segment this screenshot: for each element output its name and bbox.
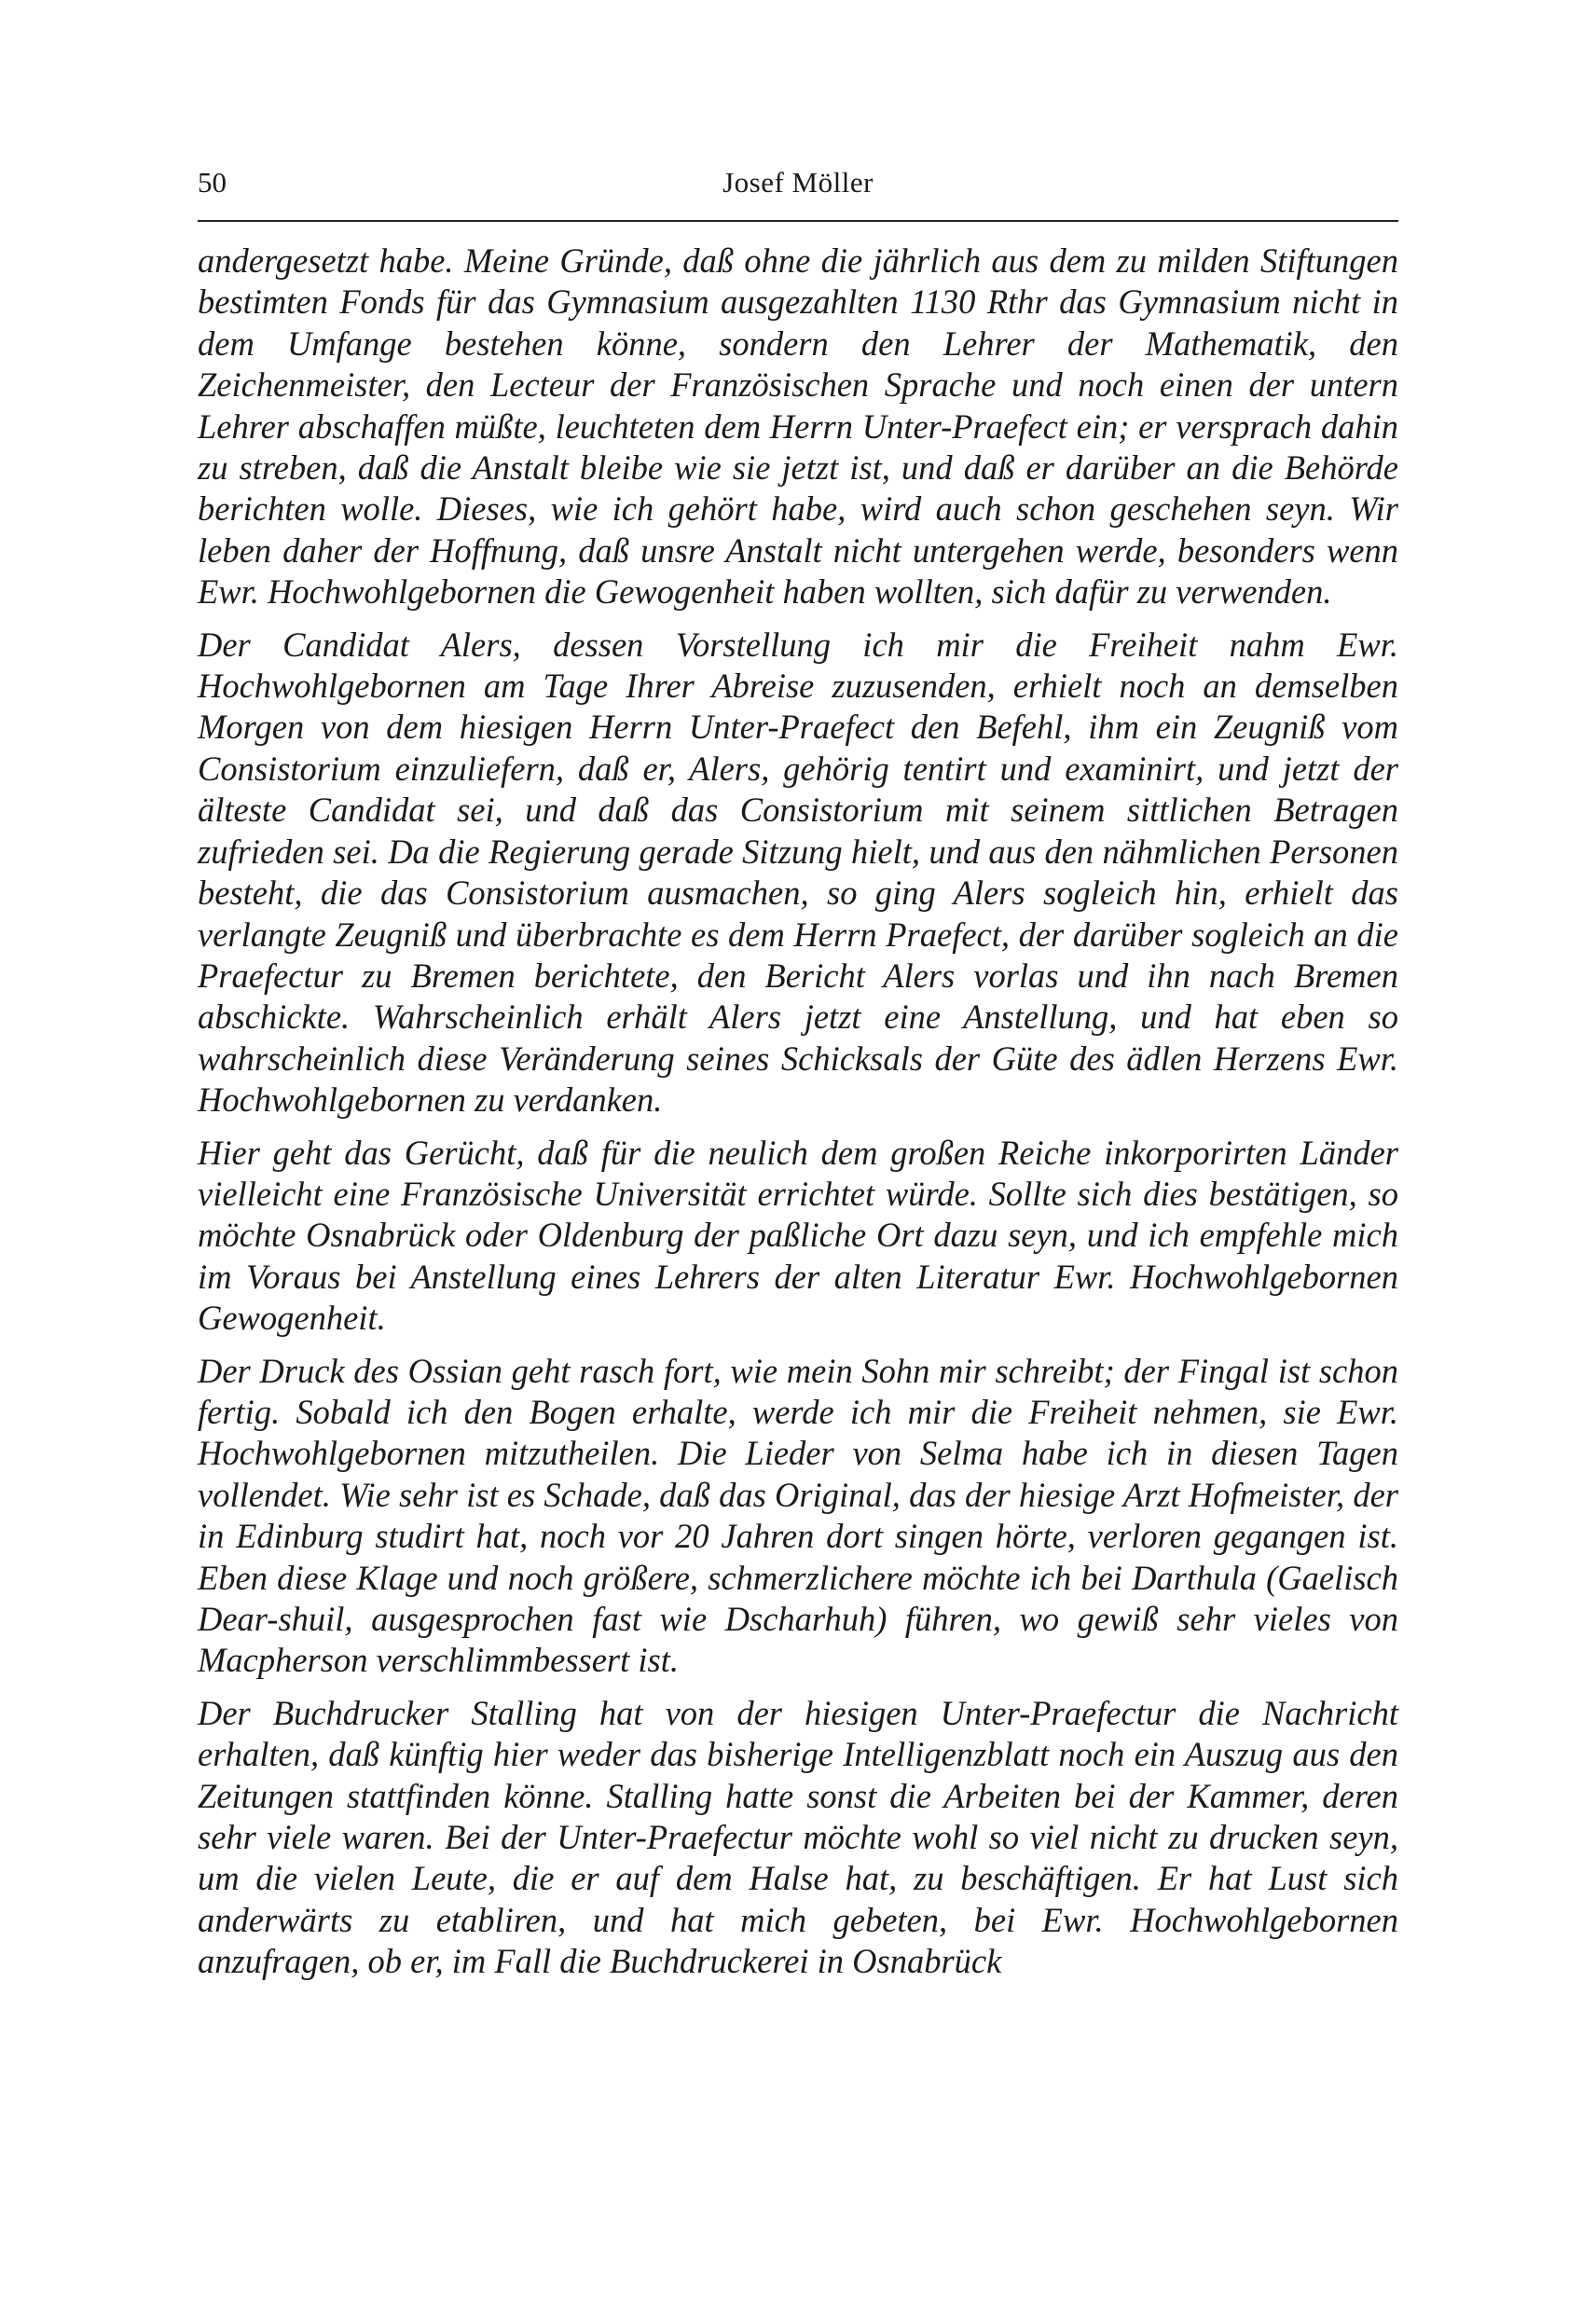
letter-body: [198, 241, 1398, 1994]
page-number: 50: [198, 166, 227, 199]
running-head: [198, 166, 1398, 207]
paragraph: Der Druck des Ossian geht rasch fort, wie mein Sohn mir schreibt; der Fingal ist schon fertig. Sobald ich den Bogen erhalte, werde ich mir die Freiheit nehmen, sie Ewr. Hochwohlgebornen mitzutheilen. Die Lieder von Selma habe ich in diesen Tagen vollendet. Wie sehr ist es Schade, daß das Original, das der hiesige Arzt Hofmeister, der in Edinburg studirt hat, noch vor 20 Jahren dort singen hörte, verloren gegangen ist. Eben diese Klage und noch größere, schmerzlichere möchte ich bei Darthula (Gaelisch Dear-shuil, ausgesprochen fast wie Dscharhuh) führen, wo gewiß sehr vieles von Macpherson verschlimmbessert ist.: [198, 1351, 1398, 1680]
paragraph: Der Candidat Alers, dessen Vorstellung ich mir die Freiheit nahm Ewr. Hochwohlgebornen am Tage Ihrer Abreise zuzusenden, erhielt noch an demselben Morgen von dem hiesigen Herrn Unter-Praefect den Befehl, ihm ein Zeugniß vom Consistorium einzuliefern, daß er, Alers, gehörig tentirt und examinirt, und jetzt der älteste Candidat sei, und daß das Consistorium mit seinem sittlichen Betragen zufrieden sei. Da die Regierung gerade Sitzung hielt, und aus den nähmlichen Personen besteht, die das Consistorium ausmachen, so ging Alers sogleich hin, erhielt das verlangte Zeugniß und überbrachte es dem Herrn Praefect, der darüber sogleich an die Praefectur zu Bremen berichtete, den Bericht Alers vorlas und ihn nach Bremen abschickte. Wahrscheinlich erhält Alers jetzt eine Anstellung, und hat eben so wahrscheinlich diese Veränderung seines Schicksals der Güte des ädlen Herzens Ewr. Hochwohlgebornen zu verdanken.: [198, 625, 1398, 1120]
paragraph: Der Buchdrucker Stalling hat von der hiesigen Unter-Praefectur die Nachricht erhalten, daß künftig hier weder das bisherige Intelligenzblatt noch ein Auszug aus den Zeitungen stattfinden könne. Stalling hatte sonst die Arbeiten bei der Kammer, deren sehr viele waren. Bei der Unter-Praefectur möchte wohl so viel nicht zu drucken seyn, um die vielen Leute, die er auf dem Halse hat, zu beschäftigen. Er hat Lust sich anderwärts zu etabliren, und hat mich gebeten, bei Ewr. Hochwohlgebornen anzufragen, ob er, im Fall die Buchdruckerei in Osnabrück: [198, 1693, 1398, 1981]
header-rule: [198, 220, 1398, 222]
running-title: Josef Möller: [722, 166, 874, 199]
paragraph: Hier geht das Gerücht, daß für die neulich dem großen Reiche inkorporirten Länder vielleicht eine Französische Universität errichtet würde. Sollte sich dies bestätigen, so möchte Osnabrück oder Oldenburg der paßliche Ort dazu seyn, und ich empfehle mich im Voraus bei Anstellung eines Lehrers der alten Literatur Ewr. Hochwohlgebornen Gewogenheit.: [198, 1133, 1398, 1338]
paragraph: andergesetzt habe. Meine Gründe, daß ohne die jährlich aus dem zu milden Stiftungen bestimten Fonds für das Gymnasium ausgezahlten 1130 Rthr das Gymnasium nicht in dem Umfange bestehen könne, sondern den Lehrer der Mathematik, den Zeichenmeister, den Lecteur der Französischen Sprache und noch einen der untern Lehrer abschaffen müßte, leuchteten dem Herrn Unter-Praefect ein; er versprach dahin zu streben, daß die Anstalt bleibe wie sie jetzt ist, und daß er darüber an die Behörde berichten wolle. Dieses, wie ich gehört habe, wird auch schon geschehen seyn. Wir leben daher der Hoffnung, daß unsre Anstalt nicht untergehen werde, besonders wenn Ewr. Hochwohlgebornen die Gewogenheit haben wollten, sich dafür zu verwenden.: [198, 241, 1398, 612]
